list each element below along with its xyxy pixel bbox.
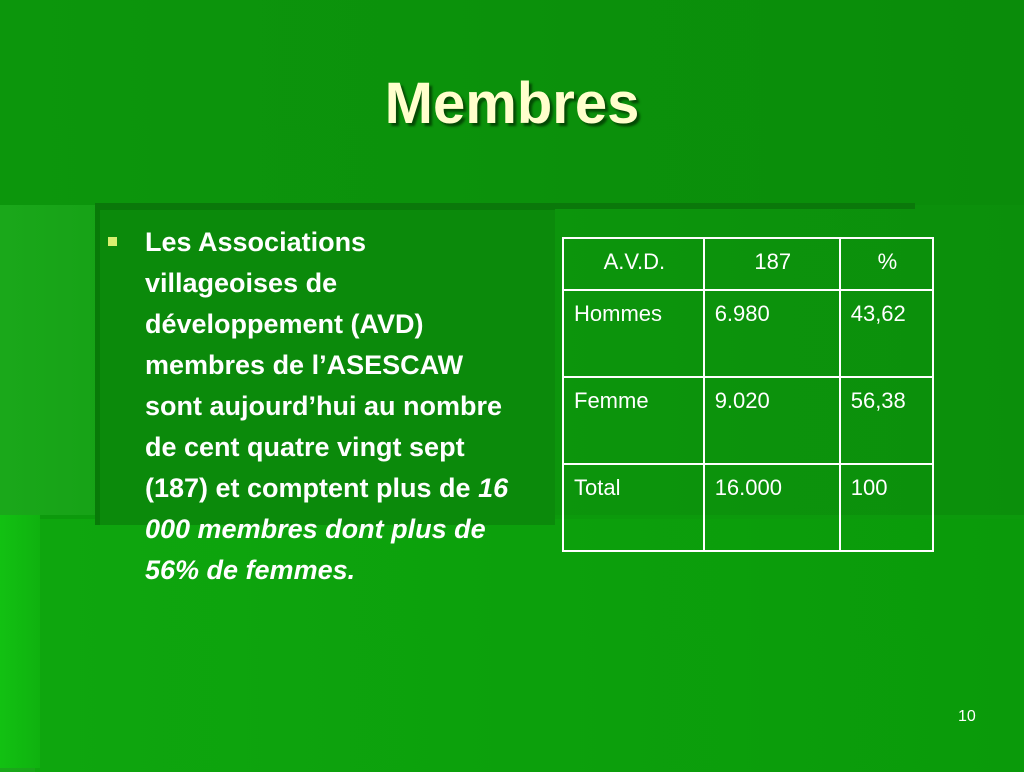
- bullet-list: [108, 222, 518, 591]
- table-cell: Hommes: [563, 290, 704, 377]
- table-header-cell: 187: [704, 238, 840, 290]
- bullet-text-italic: 16 000 membres dont plus de 56% de femmes.: [145, 473, 509, 585]
- table-row: [563, 464, 933, 551]
- members-table: [562, 237, 934, 552]
- table-cell: 6.980: [704, 290, 840, 377]
- table-header-cell: A.V.D.: [563, 238, 704, 290]
- table-cell: 9.020: [704, 377, 840, 464]
- page-number: 10: [958, 708, 976, 725]
- table-row: [563, 377, 933, 464]
- table-header-row: [563, 238, 933, 290]
- table-cell: 56,38: [840, 377, 933, 464]
- bullet-text: [145, 222, 518, 591]
- square-bullet-icon: [108, 237, 117, 246]
- bullet-text-plain: Les Associations villageoises de développement (AVD) membres de l’ASESCAW sont aujourd’hui au nombre de cent quatre vingt sept (187) et comptent plus de: [145, 227, 502, 503]
- table-cell: 100: [840, 464, 933, 551]
- table-cell: Total: [563, 464, 704, 551]
- background-strip-left: [0, 515, 40, 768]
- slide-title: Membres: [384, 71, 640, 136]
- table-cell: 43,62: [840, 290, 933, 377]
- table-header-cell: %: [840, 238, 933, 290]
- table-cell: 16.000: [704, 464, 840, 551]
- background-divider-line: [95, 203, 915, 209]
- table-cell: Femme: [563, 377, 704, 464]
- table-row: [563, 290, 933, 377]
- bullet-item: [108, 222, 518, 591]
